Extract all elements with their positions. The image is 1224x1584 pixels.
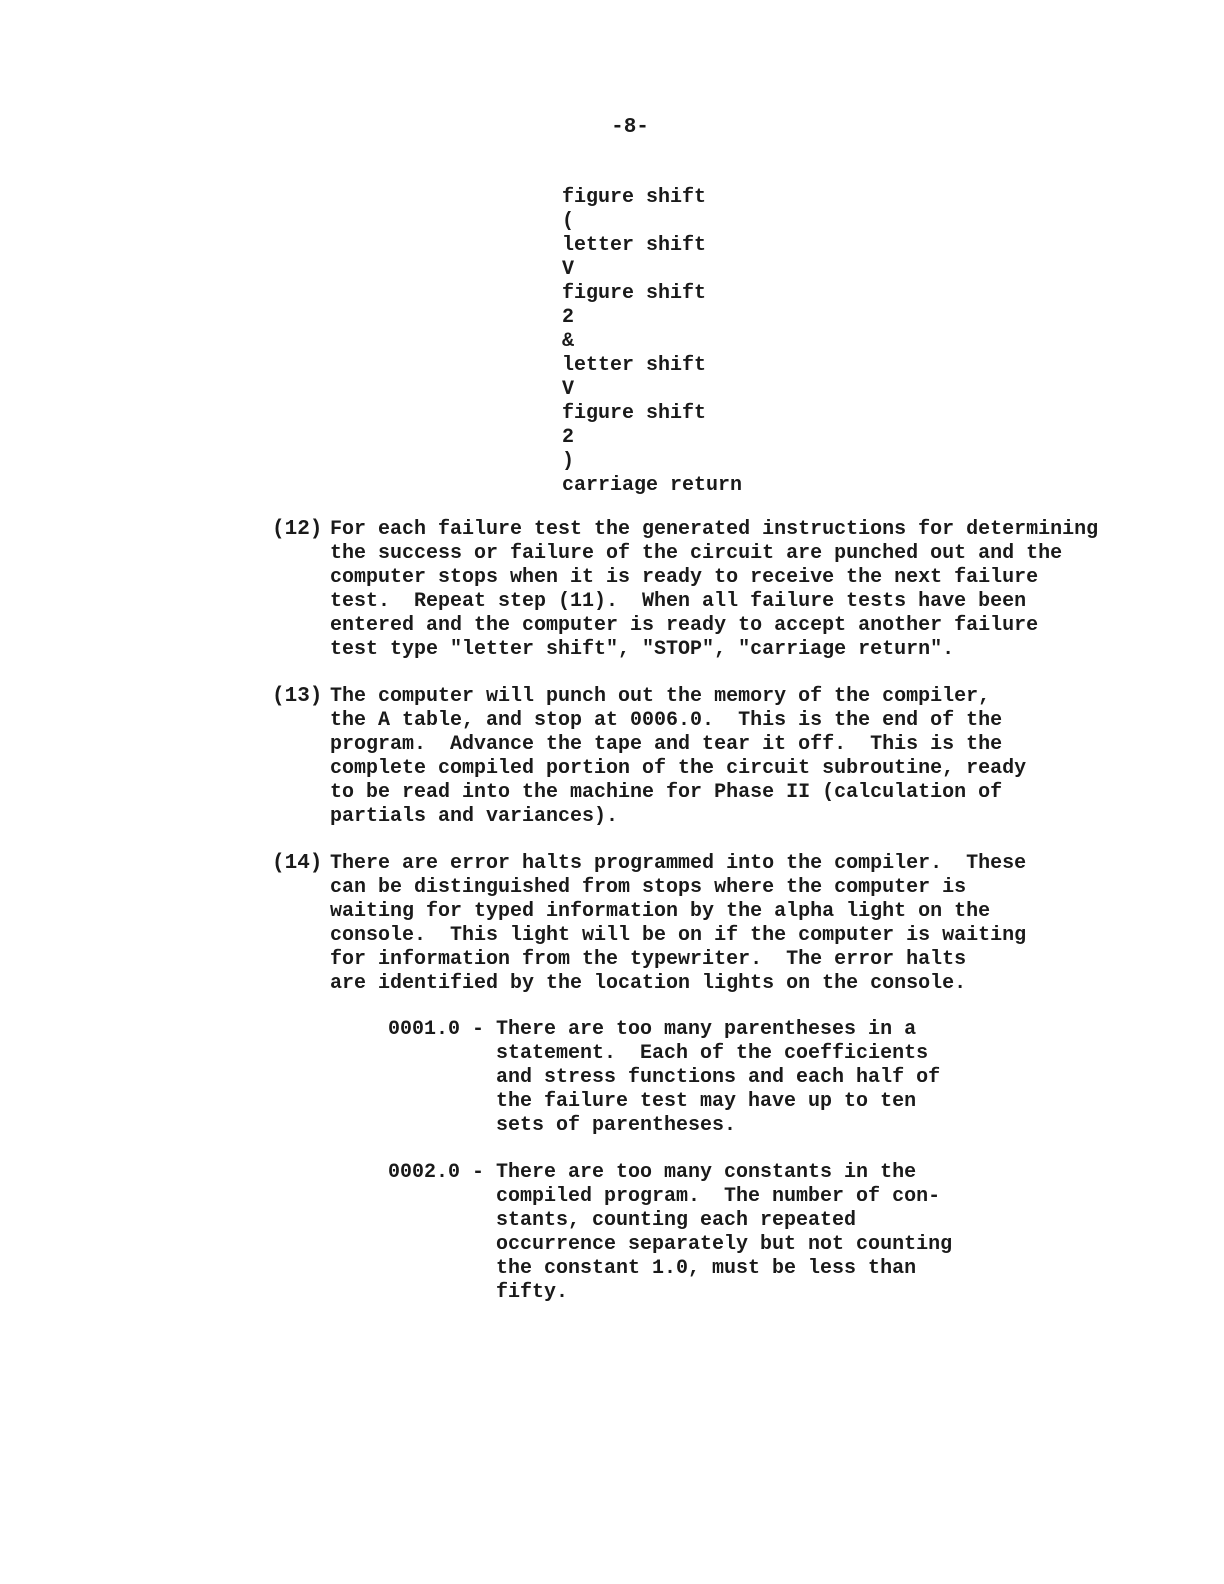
step-text bbox=[330, 685, 1102, 829]
keystroke-line: ) bbox=[562, 450, 575, 473]
text-line: fifty. bbox=[496, 1281, 569, 1304]
step-number: (14) bbox=[272, 852, 323, 875]
text-line: waiting for typed information by the alpha light on the bbox=[330, 900, 991, 923]
halt-code: 0001.0 - bbox=[388, 1018, 485, 1041]
text-line: to be read into the machine for Phase II (calculation of bbox=[330, 781, 1003, 804]
text-line: sets of parentheses. bbox=[496, 1114, 737, 1137]
text-line: test type "letter shift", "STOP", "carriage return". bbox=[330, 638, 955, 661]
text-line: the failure test may have up to ten bbox=[496, 1090, 917, 1113]
text-line: program. Advance the tape and tear it off. This is the bbox=[330, 733, 1003, 756]
keystroke-line: 2 bbox=[562, 426, 575, 449]
text-line: The computer will punch out the memory of the compiler, bbox=[330, 685, 991, 708]
halt-description bbox=[496, 1161, 988, 1305]
keystroke-line: figure shift bbox=[562, 186, 707, 209]
text-line: console. This light will be on if the computer is waiting bbox=[330, 924, 1027, 947]
text-line: test. Repeat step (11). When all failure tests have been bbox=[330, 590, 1027, 613]
keystroke-line: 2 bbox=[562, 306, 575, 329]
keystroke-line: figure shift bbox=[562, 282, 707, 305]
text-line: occurrence separately but not counting bbox=[496, 1233, 953, 1256]
error-halt-0001 bbox=[388, 1018, 988, 1138]
step-13 bbox=[272, 685, 1102, 829]
text-line: the success or failure of the circuit are punched out and the bbox=[330, 542, 1063, 565]
page-number: -8- bbox=[611, 116, 649, 139]
step-text bbox=[330, 852, 1102, 996]
text-line: are identified by the location lights on the console. bbox=[330, 972, 967, 995]
step-number: (12) bbox=[272, 518, 323, 541]
keystroke-line: V bbox=[562, 258, 575, 281]
text-line: computer stops when it is ready to receive the next failure bbox=[330, 566, 1039, 589]
halt-code: 0002.0 - bbox=[388, 1161, 485, 1184]
error-halt-0002 bbox=[388, 1161, 988, 1305]
text-line: compiled program. The number of con- bbox=[496, 1185, 941, 1208]
text-line: and stress functions and each half of bbox=[496, 1066, 941, 1089]
text-line: statement. Each of the coefficients bbox=[496, 1042, 929, 1065]
text-line: partials and variances). bbox=[330, 805, 619, 828]
text-line: There are error halts programmed into the compiler. These bbox=[330, 852, 1027, 875]
text-line: the constant 1.0, must be less than bbox=[496, 1257, 917, 1280]
text-line: for information from the typewriter. The error halts bbox=[330, 948, 967, 971]
keystroke-line: figure shift bbox=[562, 402, 707, 425]
step-14 bbox=[272, 852, 1102, 996]
keystroke-line: letter shift bbox=[562, 234, 707, 257]
step-text bbox=[330, 518, 1102, 662]
keystroke-line: & bbox=[562, 330, 575, 353]
text-line: There are too many parentheses in a bbox=[496, 1018, 917, 1041]
keystroke-sequence bbox=[562, 186, 742, 498]
text-line: entered and the computer is ready to accept another failure bbox=[330, 614, 1039, 637]
step-12 bbox=[272, 518, 1102, 662]
text-line: complete compiled portion of the circuit subroutine, ready bbox=[330, 757, 1027, 780]
text-line: the A table, and stop at 0006.0. This is the end of the bbox=[330, 709, 1003, 732]
text-line: can be distinguished from stops where the computer is bbox=[330, 876, 967, 899]
text-line: stants, counting each repeated bbox=[496, 1209, 857, 1232]
keystroke-line: ( bbox=[562, 210, 575, 233]
keystroke-line: V bbox=[562, 378, 575, 401]
text-line: There are too many constants in the bbox=[496, 1161, 917, 1184]
keystroke-line: carriage return bbox=[562, 474, 743, 497]
step-number: (13) bbox=[272, 685, 323, 708]
text-line: For each failure test the generated instructions for determining bbox=[330, 518, 1099, 541]
halt-description bbox=[496, 1018, 988, 1138]
keystroke-line: letter shift bbox=[562, 354, 707, 377]
